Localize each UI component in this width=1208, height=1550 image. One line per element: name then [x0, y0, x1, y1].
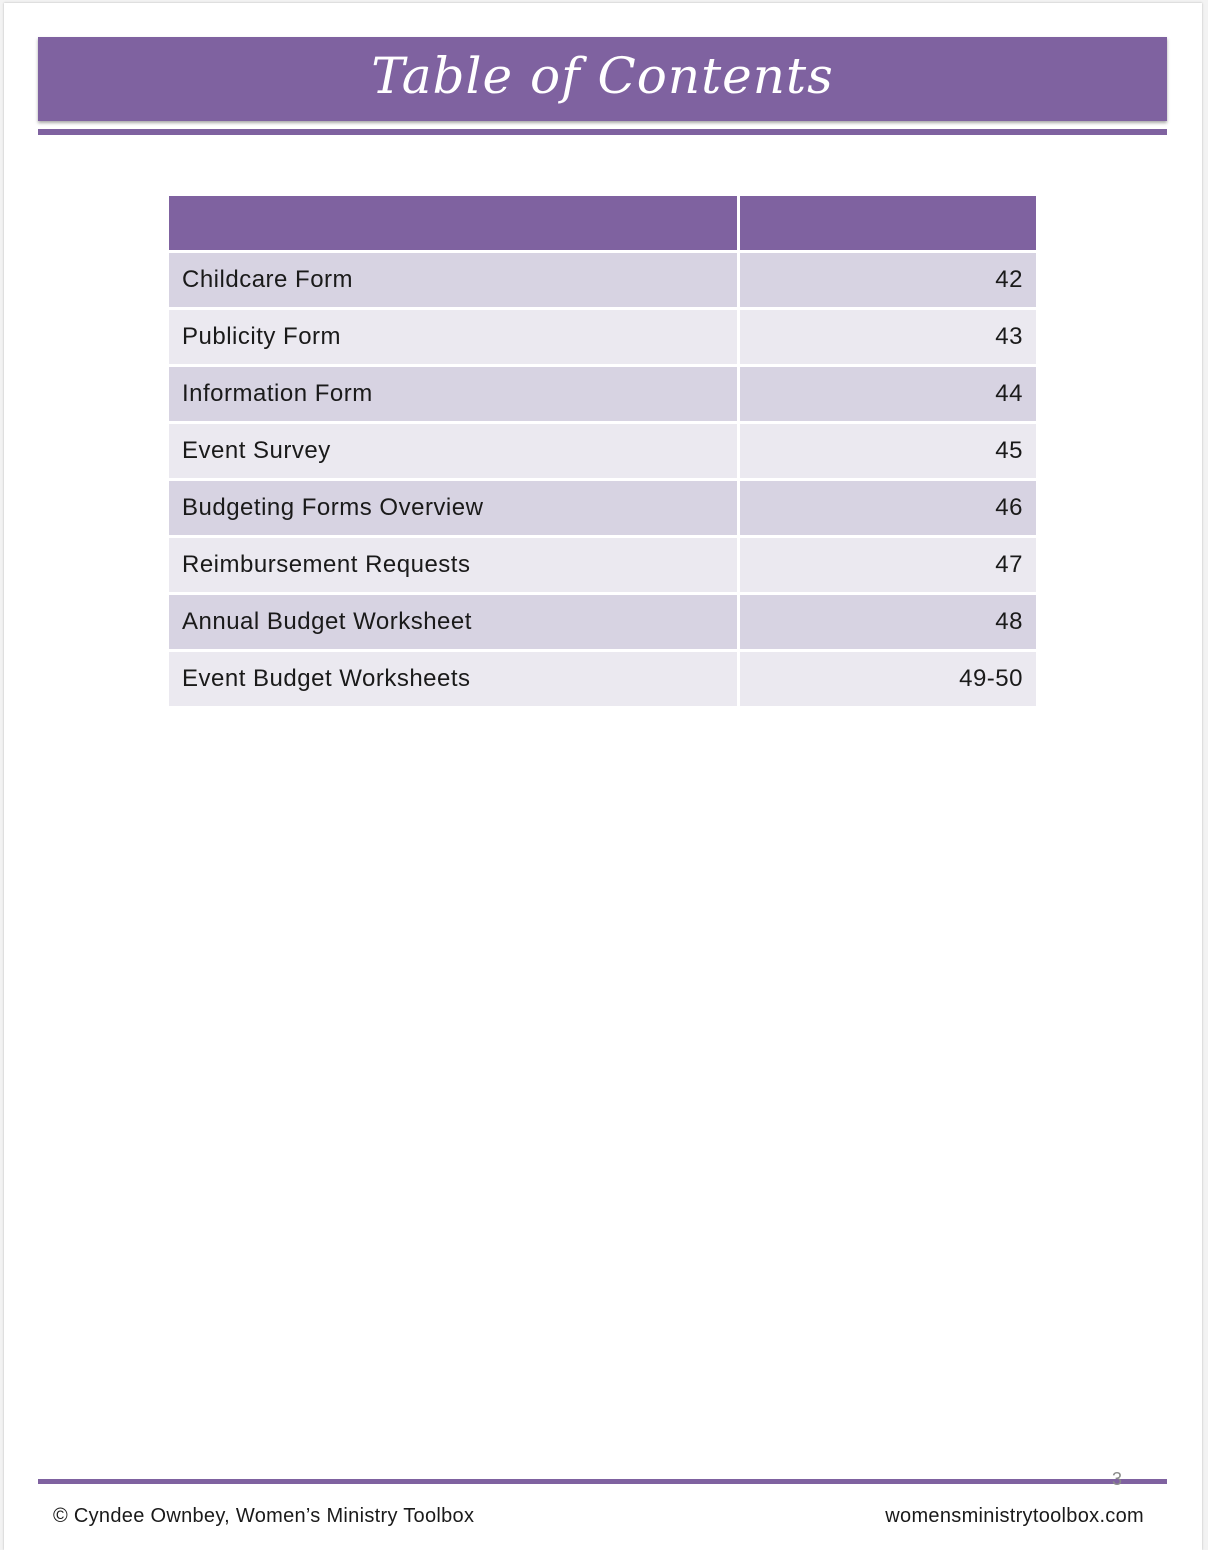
table-row[interactable] — [169, 481, 1036, 538]
entry-page: 45 — [740, 424, 1036, 481]
entry-page: 48 — [740, 595, 1036, 652]
entry-page: 43 — [740, 310, 1036, 367]
header-cell-section — [169, 196, 740, 250]
entry-label: Budgeting Forms Overview — [169, 481, 740, 538]
entry-page: 46 — [740, 481, 1036, 538]
entry-page: 42 — [740, 253, 1036, 310]
website-link[interactable]: womensministrytoolbox.com — [885, 1505, 1144, 1527]
page-number: 3 — [1112, 1469, 1123, 1489]
table-header-row — [169, 196, 1036, 250]
table-row[interactable] — [169, 538, 1036, 595]
table-row[interactable] — [169, 595, 1036, 652]
table-row[interactable] — [169, 310, 1036, 367]
copyright-text: © Cyndee Ownbey, Women’s Ministry Toolbox — [53, 1505, 475, 1527]
table-row[interactable] — [169, 367, 1036, 424]
table-row[interactable] — [169, 424, 1036, 481]
entry-label: Publicity Form — [169, 310, 740, 367]
page-title: Table of Contents — [371, 47, 834, 105]
entry-label: Childcare Form — [169, 253, 740, 310]
entry-page: 49-50 — [740, 652, 1036, 709]
document-page — [4, 3, 1202, 1550]
title-divider — [38, 129, 1167, 135]
entry-label: Annual Budget Worksheet — [169, 595, 740, 652]
entry-page: 47 — [740, 538, 1036, 595]
footer-divider — [38, 1479, 1167, 1484]
entry-label: Information Form — [169, 367, 740, 424]
entry-label: Event Survey — [169, 424, 740, 481]
header-cell-page — [740, 196, 1036, 250]
entry-label: Event Budget Worksheets — [169, 652, 740, 709]
table-row[interactable] — [169, 253, 1036, 310]
entry-label: Reimbursement Requests — [169, 538, 740, 595]
table-row[interactable] — [169, 652, 1036, 709]
title-banner — [38, 37, 1167, 121]
entry-page: 44 — [740, 367, 1036, 424]
contents-table — [169, 196, 1036, 709]
